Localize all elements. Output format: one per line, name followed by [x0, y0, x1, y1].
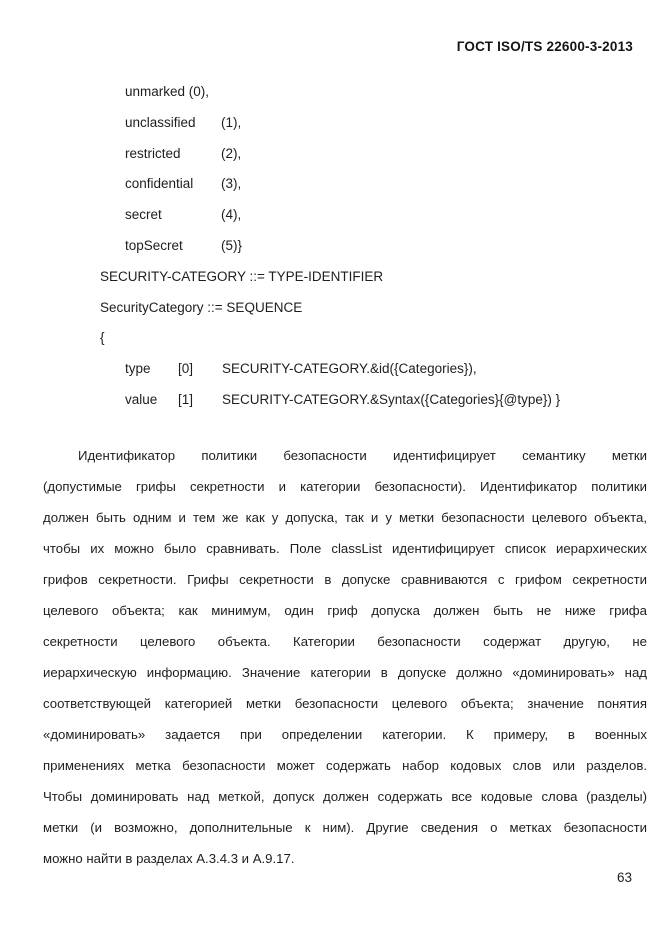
- paragraph-line: должен быть одним и тем же как у допуска, так и у метки безопасности целевого объекта,: [43, 510, 647, 525]
- code-segment: SECURITY-CATEGORY.&Syntax({Categories}{@type}) }: [222, 391, 561, 407]
- code-segment: value: [125, 391, 158, 407]
- code-segment: secret: [125, 207, 162, 223]
- paragraph-line: можно найти в разделах A.3.4.3 и A.9.17.: [43, 851, 295, 866]
- code-segment: SECURITY-CATEGORY ::= TYPE-IDENTIFIER: [100, 268, 384, 284]
- code-segment: SecurityCategory ::= SEQUENCE: [100, 299, 303, 315]
- code-line: [0, 354, 661, 385]
- code-segment: topSecret: [125, 237, 183, 253]
- paragraph-line: Чтобы доминировать над меткой, допуск должен содержать все кодовые слова (разделы): [43, 789, 647, 804]
- code-segment: (2),: [221, 145, 242, 161]
- code-line: [0, 323, 661, 354]
- code-segment: (5)}: [221, 237, 243, 253]
- code-line: [0, 169, 661, 200]
- paragraph-line: применениях метка безопасности может содержать набор кодовых слов или разделов.: [43, 758, 647, 773]
- paragraph-line: (допустимые грифы секретности и категории безопасности). Идентификатор политики: [43, 479, 647, 494]
- code-segment: (3),: [221, 176, 242, 192]
- code-segment: SECURITY-CATEGORY.&id({Categories}),: [222, 361, 477, 377]
- code-segment: type: [125, 361, 151, 377]
- paragraph-line: соответствующей категорией метки безопасности целевого объекта; значение понятия: [43, 696, 647, 711]
- code-line: [0, 385, 661, 416]
- asn1-code-block: [0, 77, 661, 416]
- paragraph-line: грифов секретности. Грифы секретности в допуске сравниваются с грифом секретности: [43, 572, 647, 587]
- code-line: [0, 231, 661, 262]
- code-line: [0, 77, 661, 108]
- code-segment: [0]: [178, 361, 194, 377]
- code-segment: confidential: [125, 176, 194, 192]
- code-segment: restricted: [125, 145, 181, 161]
- paragraph-line: чтобы их можно было сравнивать. Поле classList идентифицирует список иерархических: [43, 541, 647, 556]
- code-line: [0, 139, 661, 170]
- page-number: 63: [616, 870, 632, 885]
- code-segment: unclassified: [125, 114, 196, 130]
- code-segment: unmarked (0),: [125, 84, 210, 99]
- code-line: [0, 108, 661, 139]
- code-segment: (1),: [221, 114, 242, 130]
- paragraph-line: Идентификатор политики безопасности идентифицирует семантику метки: [78, 448, 647, 463]
- paragraph-line: метки (и возможно, дополнительные к ним). Другие сведения о метках безопасности: [43, 820, 647, 835]
- code-segment: (4),: [221, 207, 242, 223]
- paragraph-line: «доминировать» задается при определении категории. К примеру, в военных: [43, 727, 647, 742]
- paragraph-line: иерархическую информацию. Значение категории в допуске должно «доминировать» над: [43, 665, 647, 680]
- code-segment: [1]: [178, 391, 194, 407]
- standard-number-header: ГОСТ ISO/TS 22600-3-2013: [456, 39, 633, 54]
- paragraph-line: целевого объекта; как минимум, один гриф допуска должен быть не ниже грифа: [43, 603, 647, 618]
- code-line: [0, 262, 661, 293]
- code-line: [0, 200, 661, 231]
- code-line: [0, 293, 661, 324]
- code-segment: {: [100, 330, 105, 346]
- body-paragraph: [43, 440, 647, 874]
- paragraph-line: секретности целевого объекта. Категории безопасности содержат другую, не: [43, 634, 647, 649]
